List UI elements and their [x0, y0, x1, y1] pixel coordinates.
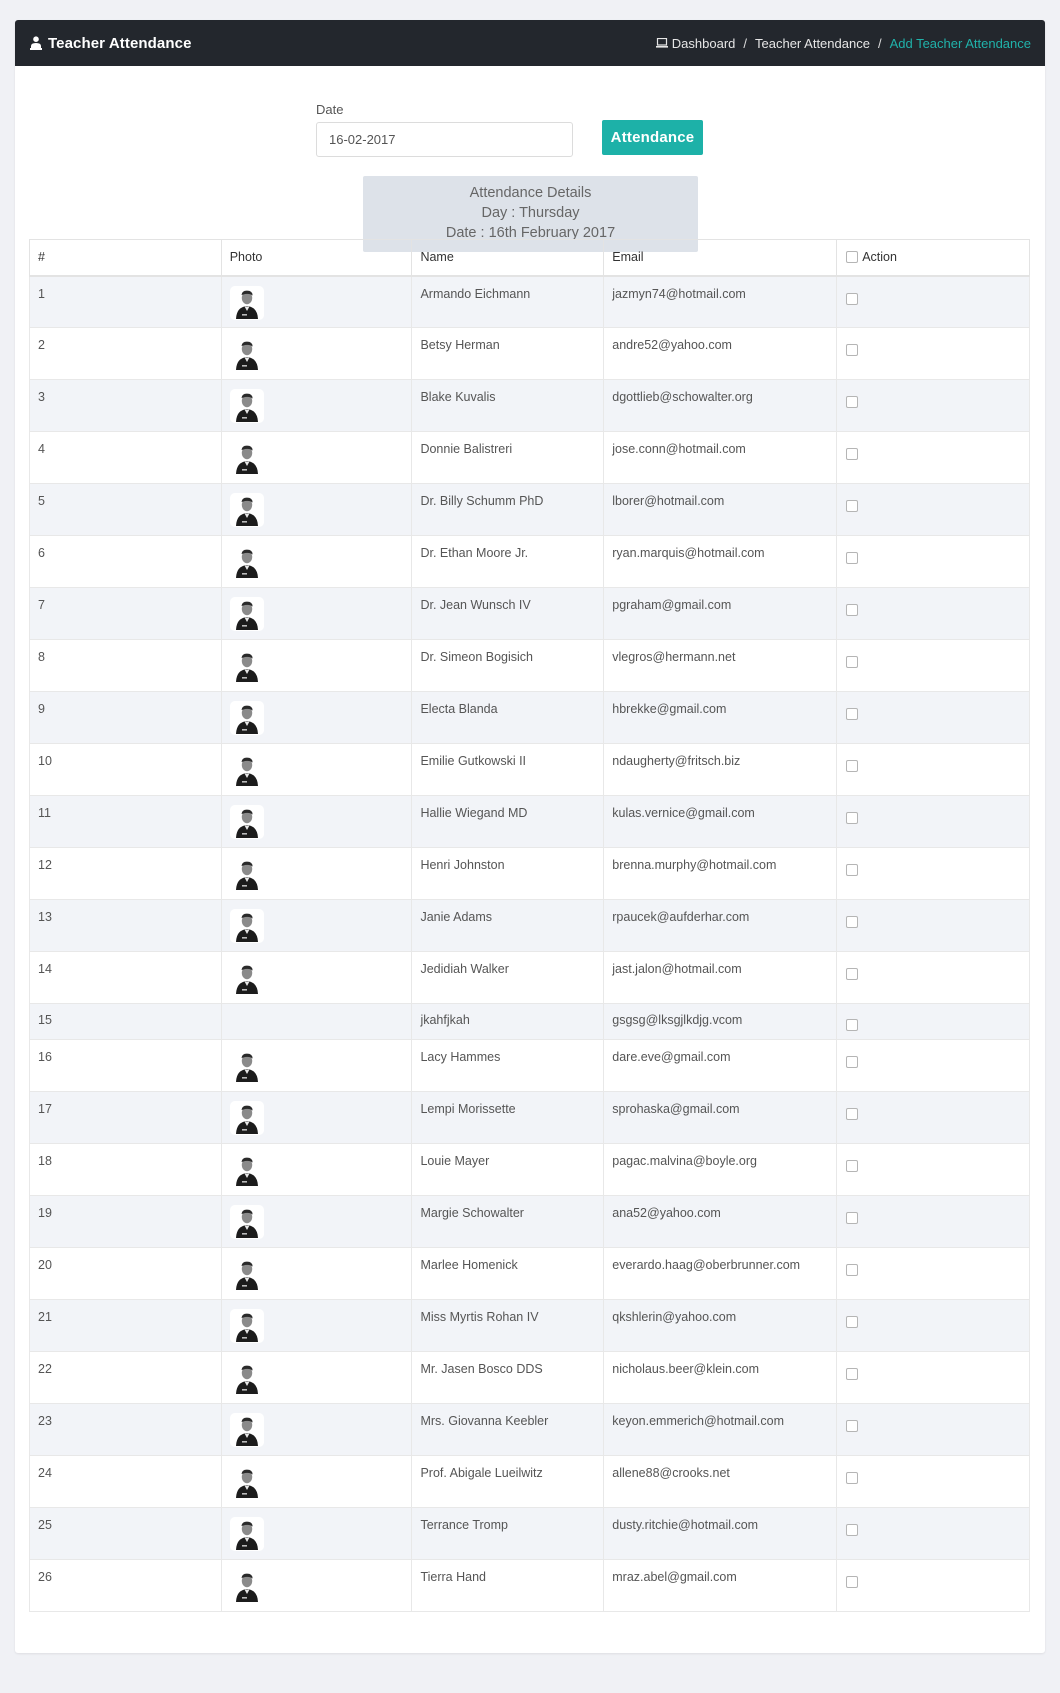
table-row [30, 484, 1030, 536]
row-action [837, 744, 1030, 796]
table-row [30, 1560, 1030, 1612]
details-title: Attendance Details [469, 185, 592, 201]
details-day: Day : Thursday [481, 205, 580, 221]
row-action [837, 1004, 1030, 1040]
row-photo [221, 432, 412, 484]
row-action [837, 1300, 1030, 1352]
row-number: 19 [30, 1196, 222, 1248]
row-action [837, 588, 1030, 640]
row-photo [221, 796, 412, 848]
row-action [837, 796, 1030, 848]
row-name: Blake Kuvalis [412, 380, 604, 432]
attendance-checkbox[interactable] [846, 344, 858, 356]
row-number: 20 [30, 1248, 222, 1300]
row-email: rpaucek@aufderhar.com [604, 900, 837, 952]
row-number: 9 [30, 692, 222, 744]
row-name: Dr. Billy Schumm PhD [412, 484, 604, 536]
table-row [30, 640, 1030, 692]
row-photo [221, 744, 412, 796]
row-name: Louie Mayer [412, 1144, 604, 1196]
column-header-action [837, 240, 1030, 276]
row-name: jkahfjkah [412, 1004, 604, 1040]
row-action [837, 640, 1030, 692]
row-number: 10 [30, 744, 222, 796]
main-card [15, 20, 1045, 1653]
attendance-button[interactable]: Attendance [602, 120, 703, 155]
page-title [30, 35, 192, 52]
row-action [837, 900, 1030, 952]
teacher-avatar-icon [230, 1309, 264, 1343]
attendance-checkbox[interactable] [846, 656, 858, 668]
row-name: Armando Eichmann [412, 276, 604, 328]
table-row [30, 900, 1030, 952]
row-action [837, 432, 1030, 484]
table-body [30, 276, 1030, 1612]
table-row [30, 1248, 1030, 1300]
row-number: 11 [30, 796, 222, 848]
attendance-checkbox[interactable] [846, 1472, 858, 1484]
row-name: Marlee Homenick [412, 1248, 604, 1300]
row-number: 2 [30, 328, 222, 380]
row-action [837, 692, 1030, 744]
row-email: andre52@yahoo.com [604, 328, 837, 380]
breadcrumb-separator: / [877, 35, 882, 51]
row-email: pagac.malvina@boyle.org [604, 1144, 837, 1196]
row-email: gsgsg@lksgjlkdjg.vcom [604, 1004, 837, 1040]
breadcrumb-add-teacher-attendance: Add Teacher Attendance [889, 35, 1031, 51]
table-row [30, 1092, 1030, 1144]
attendance-checkbox[interactable] [846, 968, 858, 980]
page-title-text: Teacher Attendance [48, 34, 192, 52]
row-action [837, 952, 1030, 1004]
row-name: Betsy Herman [412, 328, 604, 380]
row-email: dgottlieb@schowalter.org [604, 380, 837, 432]
row-action [837, 1560, 1030, 1612]
row-photo [221, 900, 412, 952]
attendance-checkbox[interactable] [846, 760, 858, 772]
table-row [30, 1300, 1030, 1352]
row-photo [221, 692, 412, 744]
date-input[interactable] [316, 122, 573, 157]
row-email: brenna.murphy@hotmail.com [604, 848, 837, 900]
row-email: ana52@yahoo.com [604, 1196, 837, 1248]
row-email: vlegros@hermann.net [604, 640, 837, 692]
row-photo [221, 1144, 412, 1196]
row-name: Jedidiah Walker [412, 952, 604, 1004]
column-header-name: Name [412, 240, 604, 276]
attendance-checkbox[interactable] [846, 552, 858, 564]
breadcrumb [656, 36, 1031, 51]
teacher-avatar-icon [230, 545, 264, 579]
table-row [30, 432, 1030, 484]
table-row [30, 796, 1030, 848]
row-action [837, 1144, 1030, 1196]
row-name: Hallie Wiegand MD [412, 796, 604, 848]
breadcrumb-separator: / [743, 35, 748, 51]
table-row [30, 380, 1030, 432]
row-email: dare.eve@gmail.com [604, 1040, 837, 1092]
attendance-checkbox[interactable] [846, 1108, 858, 1120]
teacher-avatar-icon [230, 1517, 264, 1551]
row-name: Terrance Tromp [412, 1508, 604, 1560]
row-number: 7 [30, 588, 222, 640]
attendance-checkbox[interactable] [846, 916, 858, 928]
teacher-avatar-icon [230, 493, 264, 527]
row-photo [221, 588, 412, 640]
row-name: Dr. Jean Wunsch IV [412, 588, 604, 640]
attendance-table [29, 239, 1030, 1612]
row-action [837, 328, 1030, 380]
teacher-avatar-icon [230, 909, 264, 943]
action-label: Action [862, 250, 897, 265]
table-row [30, 536, 1030, 588]
attendance-checkbox[interactable] [846, 1212, 858, 1224]
attendance-checkbox[interactable] [846, 293, 858, 305]
column-header-number: # [30, 240, 222, 276]
row-photo [221, 1560, 412, 1612]
teacher-avatar-icon [230, 1569, 264, 1603]
row-email: keyon.emmerich@hotmail.com [604, 1404, 837, 1456]
row-email: ryan.marquis@hotmail.com [604, 536, 837, 588]
teacher-avatar-icon [230, 1153, 264, 1187]
teacher-avatar-icon [230, 1361, 264, 1395]
row-number: 14 [30, 952, 222, 1004]
teacher-avatar-icon [230, 857, 264, 891]
details-date: Date : 16th February 2017 [445, 225, 616, 241]
row-name: Electa Blanda [412, 692, 604, 744]
attendance-checkbox[interactable] [846, 396, 858, 408]
attendance-checkbox[interactable] [846, 708, 858, 720]
attendance-form [15, 66, 1045, 246]
row-name: Lempi Morissette [412, 1092, 604, 1144]
row-email: mraz.abel@gmail.com [604, 1560, 837, 1612]
row-email: everardo.haag@oberbrunner.com [604, 1248, 837, 1300]
row-name: Emilie Gutkowski II [412, 744, 604, 796]
teacher-avatar-icon [230, 1205, 264, 1239]
row-email: qkshlerin@yahoo.com [604, 1300, 837, 1352]
table-row [30, 1456, 1030, 1508]
table-row [30, 848, 1030, 900]
row-name: Miss Myrtis Rohan IV [412, 1300, 604, 1352]
row-action [837, 484, 1030, 536]
attendance-checkbox[interactable] [846, 1368, 858, 1380]
attendance-checkbox[interactable] [846, 1316, 858, 1328]
teacher-avatar-icon [230, 649, 264, 683]
table-row [30, 1352, 1030, 1404]
row-photo [221, 276, 412, 328]
row-photo [221, 1352, 412, 1404]
teacher-avatar-icon [230, 1101, 264, 1135]
teacher-avatar-icon [230, 805, 264, 839]
row-email: sprohaska@gmail.com [604, 1092, 837, 1144]
attendance-checkbox[interactable] [846, 1264, 858, 1276]
row-email: ndaugherty@fritsch.biz [604, 744, 837, 796]
teacher-avatar-icon [230, 1257, 264, 1291]
row-action [837, 380, 1030, 432]
column-header-photo: Photo [221, 240, 412, 276]
table-row [30, 1404, 1030, 1456]
teacher-avatar-icon [230, 1465, 264, 1499]
row-number: 6 [30, 536, 222, 588]
teacher-avatar-icon [230, 441, 264, 475]
row-photo [221, 484, 412, 536]
row-name: Henri Johnston [412, 848, 604, 900]
row-email: jast.jalon@hotmail.com [604, 952, 837, 1004]
row-number: 26 [30, 1560, 222, 1612]
row-action [837, 1456, 1030, 1508]
page-header [15, 20, 1045, 66]
attendance-table-wrapper [29, 239, 1030, 1612]
row-email: dusty.ritchie@hotmail.com [604, 1508, 837, 1560]
attendance-checkbox[interactable] [846, 1160, 858, 1172]
row-number: 23 [30, 1404, 222, 1456]
row-photo [221, 952, 412, 1004]
row-name: Prof. Abigale Lueilwitz [412, 1456, 604, 1508]
row-number: 22 [30, 1352, 222, 1404]
table-row [30, 1196, 1030, 1248]
teacher-avatar-icon [230, 286, 264, 320]
teacher-avatar-icon [230, 389, 264, 423]
teacher-avatar-icon [230, 753, 264, 787]
row-number: 25 [30, 1508, 222, 1560]
breadcrumb-teacher-attendance[interactable]: Teacher Attendance [755, 35, 870, 51]
row-name: Mr. Jasen Bosco DDS [412, 1352, 604, 1404]
row-email: allene88@crooks.net [604, 1456, 837, 1508]
row-action [837, 1404, 1030, 1456]
row-email: jose.conn@hotmail.com [604, 432, 837, 484]
row-name: Mrs. Giovanna Keebler [412, 1404, 604, 1456]
row-photo [221, 1040, 412, 1092]
row-number: 3 [30, 380, 222, 432]
attendance-checkbox[interactable] [846, 1576, 858, 1588]
row-email: hbrekke@gmail.com [604, 692, 837, 744]
table-row [30, 276, 1030, 328]
table-row [30, 1004, 1030, 1040]
row-number: 5 [30, 484, 222, 536]
row-action [837, 1508, 1030, 1560]
row-photo [221, 1300, 412, 1352]
laptop-icon [656, 38, 668, 48]
table-row [30, 692, 1030, 744]
teacher-avatar-icon [230, 701, 264, 735]
row-photo [221, 536, 412, 588]
attendance-checkbox[interactable] [846, 812, 858, 824]
row-number: 24 [30, 1456, 222, 1508]
row-email: kulas.vernice@gmail.com [604, 796, 837, 848]
date-label: Date [316, 102, 344, 117]
teacher-avatar-icon [230, 597, 264, 631]
row-name: Lacy Hammes [412, 1040, 604, 1092]
attendance-checkbox[interactable] [846, 604, 858, 616]
select-all-checkbox[interactable] [846, 251, 858, 263]
row-action [837, 1352, 1030, 1404]
breadcrumb-dashboard[interactable]: Dashboard [671, 35, 736, 51]
row-name: Margie Schowalter [412, 1196, 604, 1248]
row-action [837, 1248, 1030, 1300]
row-action [837, 1040, 1030, 1092]
teacher-avatar-icon [230, 961, 264, 995]
row-photo [221, 1004, 412, 1040]
row-number: 13 [30, 900, 222, 952]
teacher-icon [30, 36, 42, 50]
row-email: nicholaus.beer@klein.com [604, 1352, 837, 1404]
row-name: Donnie Balistreri [412, 432, 604, 484]
row-email: lborer@hotmail.com [604, 484, 837, 536]
row-action [837, 1092, 1030, 1144]
row-photo [221, 380, 412, 432]
row-action [837, 536, 1030, 588]
table-row [30, 1144, 1030, 1196]
row-number: 16 [30, 1040, 222, 1092]
row-number: 12 [30, 848, 222, 900]
table-row [30, 328, 1030, 380]
attendance-checkbox[interactable] [846, 1056, 858, 1068]
row-number: 21 [30, 1300, 222, 1352]
attendance-checkbox[interactable] [846, 500, 858, 512]
row-name: Dr. Simeon Bogisich [412, 640, 604, 692]
attendance-checkbox[interactable] [846, 1420, 858, 1432]
row-action [837, 276, 1030, 328]
row-action [837, 1196, 1030, 1248]
row-number: 15 [30, 1004, 222, 1040]
teacher-avatar-icon [230, 1049, 264, 1083]
column-header-email: Email [604, 240, 837, 276]
row-photo [221, 1456, 412, 1508]
row-photo [221, 1248, 412, 1300]
row-email: jazmyn74@hotmail.com [604, 276, 837, 328]
row-action [837, 848, 1030, 900]
row-photo [221, 1092, 412, 1144]
attendance-checkbox[interactable] [846, 864, 858, 876]
row-photo [221, 848, 412, 900]
table-row [30, 1040, 1030, 1092]
row-photo [221, 1196, 412, 1248]
row-photo [221, 1508, 412, 1560]
row-photo [221, 328, 412, 380]
teacher-avatar-icon [230, 337, 264, 371]
row-photo [221, 1404, 412, 1456]
row-number: 18 [30, 1144, 222, 1196]
attendance-checkbox[interactable] [846, 1019, 858, 1031]
table-header-row [30, 240, 1030, 276]
row-number: 4 [30, 432, 222, 484]
row-number: 8 [30, 640, 222, 692]
table-row [30, 744, 1030, 796]
attendance-checkbox[interactable] [846, 1524, 858, 1536]
attendance-checkbox[interactable] [846, 448, 858, 460]
table-row [30, 588, 1030, 640]
row-name: Janie Adams [412, 900, 604, 952]
row-email: pgraham@gmail.com [604, 588, 837, 640]
row-name: Tierra Hand [412, 1560, 604, 1612]
row-name: Dr. Ethan Moore Jr. [412, 536, 604, 588]
row-photo [221, 640, 412, 692]
row-number: 17 [30, 1092, 222, 1144]
table-row [30, 1508, 1030, 1560]
row-number: 1 [30, 276, 222, 328]
teacher-avatar-icon [230, 1413, 264, 1447]
table-row [30, 952, 1030, 1004]
